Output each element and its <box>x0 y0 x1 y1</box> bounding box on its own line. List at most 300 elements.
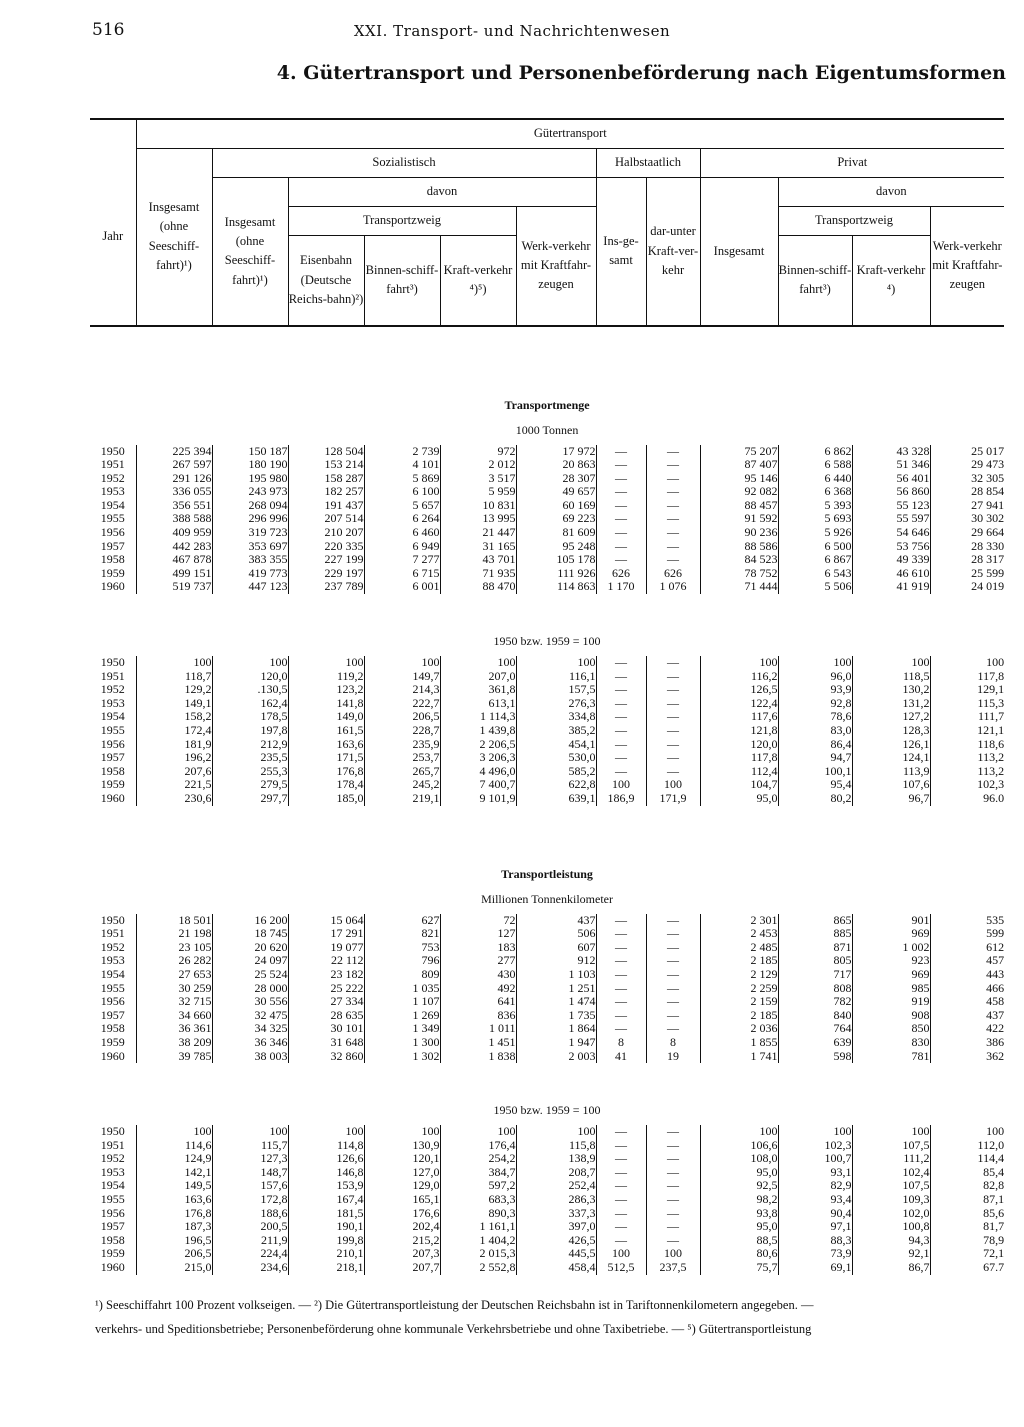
value-cell: 161,5 <box>288 724 364 738</box>
value-cell: 908 <box>852 1009 930 1023</box>
value-cell: 1 947 <box>516 1036 596 1050</box>
value-cell: — <box>596 553 646 567</box>
value-cell: 245,2 <box>364 778 440 792</box>
value-cell: 88 586 <box>700 540 778 554</box>
section-unit: 1000 Tonnen <box>515 422 579 437</box>
value-cell: 180 190 <box>212 458 288 472</box>
value-cell: 253,7 <box>364 751 440 765</box>
value-cell: 235,5 <box>212 751 288 765</box>
value-cell: 443 <box>930 968 1004 982</box>
value-cell: 119,2 <box>288 670 364 684</box>
section-title-row <box>90 850 1004 882</box>
value-cell: 176,4 <box>440 1139 516 1153</box>
value-cell: 100 <box>930 1125 1004 1139</box>
value-cell: 224,4 <box>212 1247 288 1261</box>
value-cell: 454,1 <box>516 738 596 752</box>
value-cell: — <box>596 1207 646 1221</box>
value-cell: 19 <box>646 1050 700 1064</box>
value-cell: 92 082 <box>700 485 778 499</box>
value-cell: — <box>596 927 646 941</box>
value-cell: 88 470 <box>440 580 516 594</box>
value-cell: 32 860 <box>288 1050 364 1064</box>
value-cell: 753 <box>364 941 440 955</box>
value-cell: 93,8 <box>700 1207 778 1221</box>
value-cell: 80,2 <box>778 792 852 806</box>
value-cell: 419 773 <box>212 567 288 581</box>
value-cell: — <box>646 1234 700 1248</box>
value-cell: 268 094 <box>212 499 288 513</box>
header-kraftverkehr-soz: Kraft-verkehr ⁴)⁵) <box>440 236 516 326</box>
value-cell: — <box>596 738 646 752</box>
value-cell: 23 182 <box>288 968 364 982</box>
value-cell: 210 207 <box>288 526 364 540</box>
year-cell: 1955 <box>100 723 125 737</box>
value-cell: 115,3 <box>930 697 1004 711</box>
value-cell: 2 206,5 <box>440 738 516 752</box>
value-cell: 121,1 <box>930 724 1004 738</box>
section-spacer <box>90 326 1004 381</box>
value-cell: — <box>596 1166 646 1180</box>
value-cell: 86,4 <box>778 738 852 752</box>
header-transportzweig-soz: Transportzweig <box>288 207 516 236</box>
value-cell: 871 <box>778 941 852 955</box>
value-cell: 100 <box>852 1125 930 1139</box>
value-cell: — <box>646 710 700 724</box>
value-cell: 8 <box>646 1036 700 1050</box>
table-row <box>90 697 1004 711</box>
value-cell: 83,0 <box>778 724 852 738</box>
value-cell: 1 114,3 <box>440 710 516 724</box>
year-cell: 1960 <box>100 579 125 594</box>
value-cell: 6 715 <box>364 567 440 581</box>
value-cell: 641 <box>440 995 516 1009</box>
table-row <box>90 792 1004 806</box>
value-cell: 626 <box>646 567 700 581</box>
value-cell: 120,0 <box>700 738 778 752</box>
value-cell: 442 283 <box>136 540 212 554</box>
header-kraftverkehr-priv: Kraft-verkehr ⁴) <box>852 236 930 326</box>
header-sozialistisch: Sozialistisch <box>212 149 596 178</box>
table-row <box>90 683 1004 697</box>
value-cell: 5 506 <box>778 580 852 594</box>
table-row <box>90 512 1004 526</box>
value-cell: — <box>596 697 646 711</box>
value-cell: 100 <box>136 656 212 670</box>
year-cell: 1957 <box>100 750 125 765</box>
value-cell: 71 444 <box>700 580 778 594</box>
value-cell: — <box>596 1009 646 1023</box>
value-cell: — <box>646 553 700 567</box>
value-cell: 208,7 <box>516 1166 596 1180</box>
value-cell: 6 867 <box>778 553 852 567</box>
value-cell: 181,5 <box>288 1207 364 1221</box>
value-cell: 279,5 <box>212 778 288 792</box>
value-cell: 92,1 <box>852 1247 930 1261</box>
value-cell: 336 055 <box>136 485 212 499</box>
value-cell: — <box>596 499 646 513</box>
value-cell: 212,9 <box>212 738 288 752</box>
value-cell: 114,6 <box>136 1139 212 1153</box>
value-cell: 126,1 <box>852 738 930 752</box>
value-cell: 28 000 <box>212 982 288 996</box>
value-cell: 32 305 <box>930 472 1004 486</box>
year-cell: 1954 <box>100 966 125 981</box>
table-row <box>90 656 1004 670</box>
value-cell: — <box>646 751 700 765</box>
value-cell: — <box>596 1193 646 1207</box>
year-cell: 1958 <box>100 763 125 778</box>
value-cell: 117,8 <box>930 670 1004 684</box>
value-cell: 1 170 <box>596 580 646 594</box>
statistics-table <box>90 118 1004 1275</box>
value-cell: 43 701 <box>440 553 516 567</box>
value-cell: 447 123 <box>212 580 288 594</box>
value-cell: — <box>596 1234 646 1248</box>
value-cell: 1 002 <box>852 941 930 955</box>
value-cell: 5 869 <box>364 472 440 486</box>
value-cell: 17 291 <box>288 927 364 941</box>
value-cell: 901 <box>852 914 930 928</box>
value-cell: 1 300 <box>364 1036 440 1050</box>
value-cell: 69,1 <box>778 1261 852 1275</box>
value-cell: — <box>596 540 646 554</box>
value-cell: 30 302 <box>930 512 1004 526</box>
value-cell: 220 335 <box>288 540 364 554</box>
value-cell: 72 <box>440 914 516 928</box>
table-row <box>90 1220 1004 1234</box>
value-cell: — <box>596 526 646 540</box>
value-cell: 229 197 <box>288 567 364 581</box>
value-cell: 98,2 <box>700 1193 778 1207</box>
value-cell: 118,6 <box>930 738 1004 752</box>
value-cell: 1 864 <box>516 1022 596 1036</box>
table-row <box>90 553 1004 567</box>
value-cell: 131,2 <box>852 697 930 711</box>
year-cell: 1956 <box>100 525 125 540</box>
value-cell: 2 012 <box>440 458 516 472</box>
year-cell: 1956 <box>100 1205 125 1220</box>
value-cell: 165,1 <box>364 1193 440 1207</box>
header-werkverkehr-soz: Werk-verkehr mit Kraftfahr-zeugen <box>516 207 596 326</box>
value-cell: 2 552,8 <box>440 1261 516 1275</box>
value-cell: 17 972 <box>516 445 596 459</box>
value-cell: 39 785 <box>136 1050 212 1064</box>
value-cell: 221,5 <box>136 778 212 792</box>
value-cell: 116,1 <box>516 670 596 684</box>
value-cell: 82,9 <box>778 1179 852 1193</box>
value-cell: 117,6 <box>700 710 778 724</box>
value-cell: 142,1 <box>136 1166 212 1180</box>
value-cell: 457 <box>930 954 1004 968</box>
value-cell: 28 635 <box>288 1009 364 1023</box>
value-cell: 607 <box>516 941 596 955</box>
table-row <box>90 1207 1004 1221</box>
value-cell: — <box>646 724 700 738</box>
value-cell: 2 259 <box>700 982 778 996</box>
value-cell: 21 198 <box>136 927 212 941</box>
value-cell: 96,0 <box>778 670 852 684</box>
value-cell: 124,9 <box>136 1152 212 1166</box>
value-cell: 422 <box>930 1022 1004 1036</box>
value-cell: 291 126 <box>136 472 212 486</box>
value-cell: 458,4 <box>516 1261 596 1275</box>
section-unit-row <box>90 624 1004 656</box>
value-cell: 492 <box>440 982 516 996</box>
value-cell: 113,2 <box>930 765 1004 779</box>
value-cell: 186,9 <box>596 792 646 806</box>
value-cell: 356 551 <box>136 499 212 513</box>
value-cell: 207,0 <box>440 670 516 684</box>
value-cell: 1 076 <box>646 580 700 594</box>
value-cell: 255,3 <box>212 765 288 779</box>
value-cell: 18 745 <box>212 927 288 941</box>
value-cell: 809 <box>364 968 440 982</box>
value-cell: 2 036 <box>700 1022 778 1036</box>
year-cell: 1955 <box>100 511 125 526</box>
value-cell: 81,7 <box>930 1220 1004 1234</box>
value-cell: 182 257 <box>288 485 364 499</box>
value-cell: 158 287 <box>288 472 364 486</box>
section-spacer <box>90 806 1004 850</box>
year-cell: 1960 <box>100 1260 125 1275</box>
spacer-cell <box>90 594 1004 624</box>
header-binnenschiffahrt-priv: Binnen-schiff-fahrt³) <box>778 236 852 326</box>
value-cell: — <box>646 1193 700 1207</box>
header-davon-soz: davon <box>288 178 596 207</box>
value-cell: 176,8 <box>288 765 364 779</box>
value-cell: 178,4 <box>288 778 364 792</box>
value-cell: 227 199 <box>288 553 364 567</box>
value-cell: 202,4 <box>364 1220 440 1234</box>
value-cell: 28 307 <box>516 472 596 486</box>
value-cell: 100 <box>516 1125 596 1139</box>
value-cell: 72,1 <box>930 1247 1004 1261</box>
table-row <box>90 765 1004 779</box>
value-cell: 6 500 <box>778 540 852 554</box>
value-cell: — <box>596 751 646 765</box>
value-cell: 100 <box>212 656 288 670</box>
value-cell: 6 001 <box>364 580 440 594</box>
year-cell: 1950 <box>100 655 125 670</box>
value-cell: 210,1 <box>288 1247 364 1261</box>
value-cell: 409 959 <box>136 526 212 540</box>
value-cell: 130,9 <box>364 1139 440 1153</box>
value-cell: 1 741 <box>700 1050 778 1064</box>
year-cell: 1953 <box>100 953 125 968</box>
value-cell: 622,8 <box>516 778 596 792</box>
header-binnenschiffahrt-soz: Binnen-schiff-fahrt³) <box>364 236 440 326</box>
value-cell: 138,9 <box>516 1152 596 1166</box>
value-cell: 129,1 <box>930 683 1004 697</box>
value-cell: 95,4 <box>778 778 852 792</box>
value-cell: 176,8 <box>136 1207 212 1221</box>
value-cell: — <box>596 445 646 459</box>
value-cell: 148,7 <box>212 1166 288 1180</box>
section-title: Transportmenge <box>504 397 590 412</box>
value-cell: 9 101,9 <box>440 792 516 806</box>
header-transportzweig-priv: Transportzweig <box>778 207 930 236</box>
value-cell: 211,9 <box>212 1234 288 1248</box>
value-cell: 122,4 <box>700 697 778 711</box>
value-cell: 129,0 <box>364 1179 440 1193</box>
value-cell: 6 100 <box>364 485 440 499</box>
table-header <box>90 119 1004 326</box>
value-cell: 445,5 <box>516 1247 596 1261</box>
value-cell: 111 926 <box>516 567 596 581</box>
value-cell: 2 003 <box>516 1050 596 1064</box>
value-cell: 127,2 <box>852 710 930 724</box>
table-row <box>90 567 1004 581</box>
table-row <box>90 485 1004 499</box>
value-cell: 230,6 <box>136 792 212 806</box>
value-cell: 334,8 <box>516 710 596 724</box>
value-cell: 207,3 <box>364 1247 440 1261</box>
value-cell: 840 <box>778 1009 852 1023</box>
year-cell: 1952 <box>100 470 125 485</box>
value-cell: 80,6 <box>700 1247 778 1261</box>
value-cell: 3 206,3 <box>440 751 516 765</box>
value-cell: 149,7 <box>364 670 440 684</box>
value-cell: 129,2 <box>136 683 212 697</box>
value-cell: 34 325 <box>212 1022 288 1036</box>
value-cell: — <box>646 472 700 486</box>
value-cell: 146,8 <box>288 1166 364 1180</box>
value-cell: 102,0 <box>852 1207 930 1221</box>
value-cell: — <box>596 765 646 779</box>
value-cell: 626 <box>596 567 646 581</box>
value-cell: 88,3 <box>778 1234 852 1248</box>
table-row <box>90 580 1004 594</box>
value-cell: 337,3 <box>516 1207 596 1221</box>
table-row <box>90 1247 1004 1261</box>
value-cell: 100 <box>440 656 516 670</box>
value-cell: 458 <box>930 995 1004 1009</box>
header-werkverkehr-priv: Werk-verkehr mit Kraftfahr-zeugen <box>930 207 1004 326</box>
value-cell: 296 996 <box>212 512 288 526</box>
value-cell: 218,1 <box>288 1261 364 1275</box>
value-cell: 113,2 <box>930 751 1004 765</box>
header-blank <box>90 119 136 149</box>
value-cell: — <box>646 540 700 554</box>
value-cell: 100 <box>700 656 778 670</box>
table-row <box>90 778 1004 792</box>
value-cell: 93,9 <box>778 683 852 697</box>
table-row <box>90 927 1004 941</box>
value-cell: — <box>596 512 646 526</box>
value-cell: 598 <box>778 1050 852 1064</box>
value-cell: 30 101 <box>288 1022 364 1036</box>
table-title: 4. Gütertransport und Personenbeförderung nach Eigentumsformen <box>276 62 1006 84</box>
value-cell: 2 185 <box>700 1009 778 1023</box>
value-cell: 36 346 <box>212 1036 288 1050</box>
value-cell: 49 657 <box>516 485 596 499</box>
value-cell: 43 328 <box>852 445 930 459</box>
value-cell: 25 524 <box>212 968 288 982</box>
value-cell: 100 <box>212 1125 288 1139</box>
value-cell: 149,1 <box>136 697 212 711</box>
value-cell: 30 259 <box>136 982 212 996</box>
value-cell: 95,0 <box>700 792 778 806</box>
value-cell: 85,6 <box>930 1207 1004 1221</box>
value-cell: 3 517 <box>440 472 516 486</box>
value-cell: 95 146 <box>700 472 778 486</box>
value-cell: 38 003 <box>212 1050 288 1064</box>
value-cell: 176,6 <box>364 1207 440 1221</box>
value-cell: 1 451 <box>440 1036 516 1050</box>
value-cell: 2 739 <box>364 445 440 459</box>
value-cell: 16 200 <box>212 914 288 928</box>
value-cell: 178,5 <box>212 710 288 724</box>
table-row <box>90 738 1004 752</box>
value-cell: 23 105 <box>136 941 212 955</box>
value-cell: — <box>646 1139 700 1153</box>
value-cell: 153 214 <box>288 458 364 472</box>
value-cell: 95 248 <box>516 540 596 554</box>
value-cell: — <box>646 656 700 670</box>
table-row <box>90 914 1004 928</box>
value-cell: — <box>646 458 700 472</box>
year-cell: 1957 <box>100 1007 125 1022</box>
value-cell: — <box>646 995 700 1009</box>
value-cell: 95,0 <box>700 1166 778 1180</box>
value-cell: — <box>596 656 646 670</box>
value-cell: 6 460 <box>364 526 440 540</box>
value-cell: 850 <box>852 1022 930 1036</box>
header-eisenbahn: Eisenbahn (Deutsche Reichs-bahn)²) <box>288 236 364 326</box>
value-cell: 93,1 <box>778 1166 852 1180</box>
value-cell: 94,7 <box>778 751 852 765</box>
year-cell: 1954 <box>100 497 125 512</box>
value-cell: 5 693 <box>778 512 852 526</box>
value-cell: 32 475 <box>212 1009 288 1023</box>
value-cell: 100,1 <box>778 765 852 779</box>
value-cell: 830 <box>852 1036 930 1050</box>
section-unit: 1950 bzw. 1959 = 100 <box>493 634 601 649</box>
value-cell: 55 123 <box>852 499 930 513</box>
value-cell: 90 236 <box>700 526 778 540</box>
year-cell: 1955 <box>100 980 125 995</box>
value-cell: 388 588 <box>136 512 212 526</box>
value-cell: 599 <box>930 927 1004 941</box>
value-cell: 121,8 <box>700 724 778 738</box>
value-cell: — <box>596 724 646 738</box>
year-cell: 1952 <box>100 682 125 697</box>
year-cell: 1952 <box>100 1151 125 1166</box>
header-guetertransport: Gütertransport <box>136 119 1004 149</box>
value-cell: 157,6 <box>212 1179 288 1193</box>
value-cell: 96,7 <box>852 792 930 806</box>
section-title: Transportleistung <box>501 866 593 881</box>
value-cell: — <box>646 499 700 513</box>
value-cell: — <box>596 1139 646 1153</box>
value-cell: — <box>596 472 646 486</box>
value-cell: 100 <box>288 656 364 670</box>
value-cell: 75,7 <box>700 1261 778 1275</box>
value-cell: 386 <box>930 1036 1004 1050</box>
value-cell: 437 <box>930 1009 1004 1023</box>
table-row <box>90 1166 1004 1180</box>
value-cell: 49 339 <box>852 553 930 567</box>
value-cell: 808 <box>778 982 852 996</box>
header-halbstaatlich: Halbstaatlich <box>596 149 700 178</box>
value-cell: 56 401 <box>852 472 930 486</box>
table-row <box>90 968 1004 982</box>
value-cell: 81 609 <box>516 526 596 540</box>
value-cell: — <box>646 1009 700 1023</box>
value-cell: 235,9 <box>364 738 440 752</box>
value-cell: 100 <box>440 1125 516 1139</box>
value-cell: 27 334 <box>288 995 364 1009</box>
